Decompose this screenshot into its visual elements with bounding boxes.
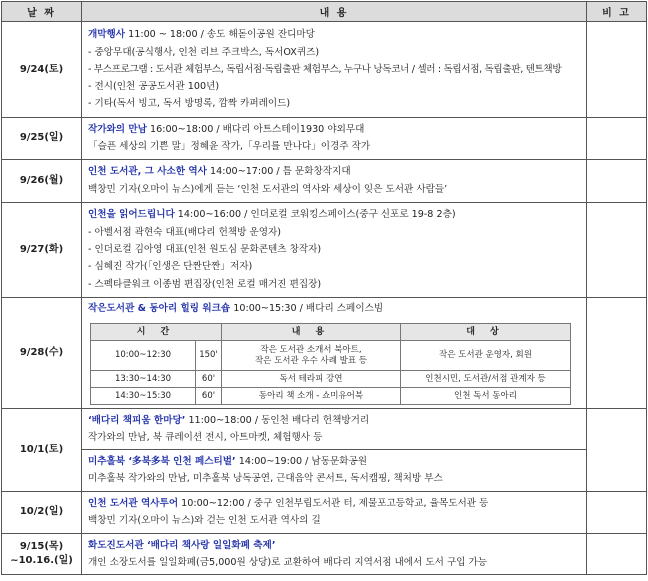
- event-heading: [88, 206, 580, 223]
- event-detail: - 전시(인천 공공도서관 100년): [88, 81, 220, 93]
- workshop-duration: 60': [196, 388, 222, 405]
- event-detail: - 중앙무대(공식행사, 인천 리브 주크박스, 독서OX퀴즈): [88, 46, 320, 58]
- workshop-time: 14:30~15:30: [91, 388, 196, 405]
- event-detail: - 심혜진 작가(「인생은 단짠단짠」저자): [88, 261, 253, 273]
- workshop-target: 인천시민, 도서관/서점 관계자 등: [401, 371, 571, 388]
- row-note: [587, 159, 647, 202]
- workshop-header-time: 시 간: [91, 324, 222, 341]
- header-date: 날 짜: [2, 2, 82, 22]
- row-content: [82, 533, 587, 575]
- header-content: 내 용: [82, 2, 587, 22]
- row-note: [587, 297, 647, 408]
- row-date: [2, 533, 82, 575]
- table-row: [2, 297, 647, 408]
- workshop-content: 동아리 책 소개 - 쇼미유어북: [222, 388, 401, 405]
- table-row: [2, 491, 647, 533]
- event-title: ‘배다리 책피움 한마당’: [88, 414, 186, 426]
- row-date-end: ~10.16.(일): [10, 555, 73, 567]
- event-heading: [88, 121, 580, 138]
- workshop-row: [91, 371, 571, 388]
- event-schedule-sheet: [1, 1, 646, 575]
- workshop-duration: 60': [196, 371, 222, 388]
- event-detail: - 아벨서점 곽현숙 대표(배다리 헌책방 운영자): [88, 226, 282, 238]
- event-title: 화도진도서관 ‘배다리 책사랑 일일화폐 축제’: [88, 539, 276, 551]
- row-content: [82, 118, 587, 160]
- row-note: [587, 533, 647, 575]
- event-time-place: 10:00~12:00 / 중구 인천부립도서관 터, 제물포고등학교, 율목도서관 등: [178, 497, 489, 509]
- event-time-place: 16:00~18:00 / 배다리 아트스테이1930 야외무대: [146, 124, 365, 135]
- event-detail: 「슬픈 세상의 기쁜 말」정혜윤 작가,「우리를 만나다」이경주 작가: [88, 141, 371, 153]
- row-note: [587, 408, 647, 491]
- workshop-row: [91, 388, 571, 405]
- table-row: [2, 118, 647, 160]
- event-time-place: 14:00~19:00 / 남동문화공원: [235, 456, 368, 468]
- workshop-content-line: 작은 도서관 소개서 북아트,: [260, 344, 362, 355]
- event-heading: [88, 412, 580, 429]
- event-title: 미추홀북 ‘多북多북 인천 페스티벌’: [88, 456, 236, 468]
- workshop-schedule-table: [90, 323, 571, 405]
- workshop-header-target: 대 상: [401, 324, 571, 341]
- event-time-place: 14:00~16:00 / 인더로컬 코워킹스페이스(중구 신포로 19-8 2층): [174, 209, 456, 221]
- event-heading: [88, 26, 580, 43]
- event-detail: - 부스프로그램 : 도서관 체험부스, 독립서점·독립출판 체험부스, 누구나 낭독코너 / 셀러 : 독립서점, 독립출판, 텐트책방: [88, 63, 562, 75]
- workshop-header-row: [91, 324, 571, 341]
- table-row: [2, 22, 647, 118]
- table-row: [2, 408, 647, 450]
- event-schedule-table: [1, 1, 647, 575]
- row-content: [82, 297, 587, 408]
- event-detail: 작가와의 만남, 북 큐레이션 전시, 아트마켓, 체험행사 등: [88, 431, 323, 443]
- event-title: 인천을 읽어드립니다: [88, 209, 175, 221]
- event-time-place: 11:00~18:00 / 동인천 배다리 헌책방거리: [185, 414, 370, 426]
- workshop-content: [222, 341, 401, 371]
- event-title: 인천 도서관 역사투어: [88, 497, 179, 509]
- event-detail: 백창민 기자(오마이 뉴스)에게 듣는 ‘인천 도서관의 역사와 세상이 잊은 도서관 사람들’: [88, 183, 448, 195]
- row-date: 9/27(화): [2, 202, 82, 297]
- workshop-target: 인천 독서 동아리: [401, 388, 571, 405]
- workshop-time: 13:30~14:30: [91, 371, 196, 388]
- row-content: [82, 491, 587, 533]
- row-content: [82, 450, 587, 492]
- row-note: [587, 118, 647, 160]
- row-note: [587, 22, 647, 118]
- event-detail: - 기타(독서 빙고, 독서 방명록, 깜짝 카퍼레이드): [88, 98, 291, 110]
- event-heading: [88, 537, 580, 554]
- event-time-place: 14:00~17:00 / 틈 문화창작지대: [206, 166, 351, 178]
- workshop-duration: 150': [196, 341, 222, 371]
- workshop-content: 독서 테라피 강연: [222, 371, 401, 388]
- workshop-row: [91, 341, 571, 371]
- table-row: [2, 450, 647, 492]
- row-note: [587, 202, 647, 297]
- workshop-target: 작은 도서관 운영자, 회원: [401, 341, 571, 371]
- event-title: 개막행사: [88, 29, 126, 41]
- event-title: 작가와의 만남: [88, 124, 147, 135]
- event-title: 작은도서관 & 동아리 힐링 워크숍: [88, 302, 231, 314]
- event-detail: - 인더로컬 김아영 대표(인천 원도심 문화콘텐츠 창작자): [88, 243, 322, 255]
- workshop-time: 10:00~12:30: [91, 341, 196, 371]
- table-header-row: [2, 2, 647, 22]
- event-time-place: 11:00 ~ 18:00 / 송도 해돋이공원 잔디마당: [125, 29, 315, 41]
- row-date: 10/1(토): [2, 408, 82, 491]
- row-content: [82, 22, 587, 118]
- event-heading: [88, 300, 580, 317]
- table-row: [2, 159, 647, 202]
- row-date-start: 9/15(목): [19, 541, 64, 553]
- row-date: 9/26(월): [2, 159, 82, 202]
- row-note: [587, 491, 647, 533]
- event-heading: [88, 495, 580, 512]
- event-detail: 미추홀북 작가와의 만남, 미추홀북 낭독공연, 근대음악 콘서트, 독서캠핑, 책처방 부스: [88, 473, 443, 485]
- event-title: 인천 도서관, 그 사소한 역사: [88, 166, 207, 178]
- event-detail: 개인 소장도서를 일일화폐(금5,000원 상당)로 교환하여 배다리 지역서점 내에서 도서 구입 가능: [88, 557, 488, 569]
- row-content: [82, 202, 587, 297]
- row-date: 10/2(일): [2, 491, 82, 533]
- header-note: 비 고: [587, 2, 647, 22]
- workshop-header-content: 내 용: [222, 324, 401, 341]
- event-heading: [88, 453, 580, 470]
- table-row: [2, 533, 647, 575]
- table-row: [2, 202, 647, 297]
- row-content: [82, 408, 587, 450]
- event-time-place: 10:00~15:30 / 배다리 스페이스빔: [230, 302, 384, 314]
- row-date: 9/28(수): [2, 297, 82, 408]
- row-date: 9/25(일): [2, 118, 82, 160]
- event-heading: [88, 163, 580, 180]
- workshop-content-line: 작은 도서관 우수 사례 발표 등: [254, 355, 368, 366]
- event-detail: - 스펙타클워크 이종범 편집장(인천 로컬 매거진 편집장): [88, 278, 322, 290]
- row-date: 9/24(토): [2, 22, 82, 118]
- event-detail: 백창민 기자(오마이 뉴스)와 걷는 인천 도서관 역사의 길: [88, 515, 321, 527]
- row-content: [82, 159, 587, 202]
